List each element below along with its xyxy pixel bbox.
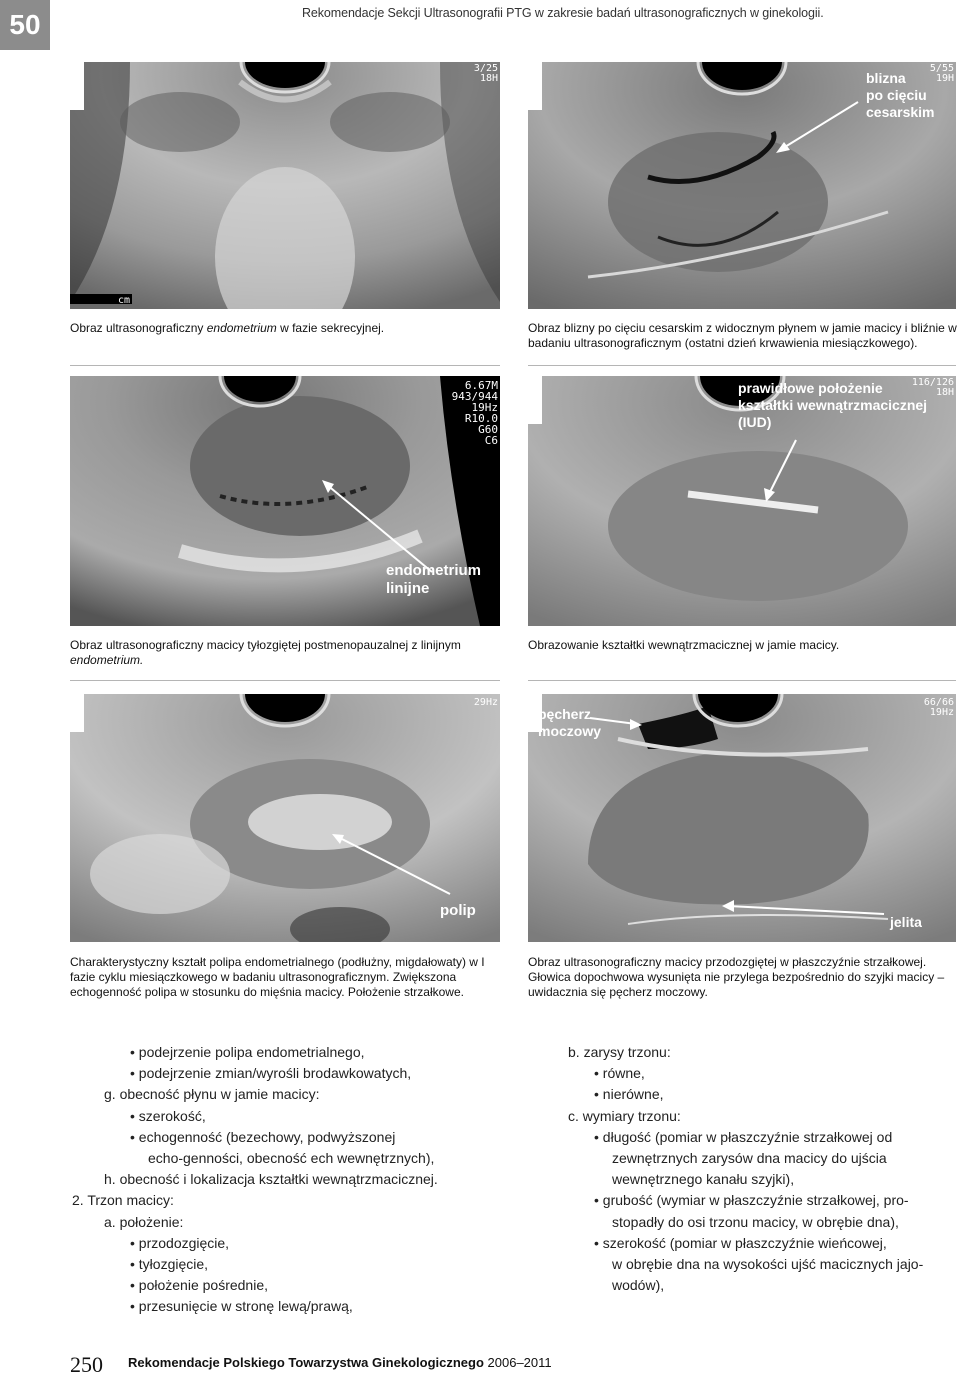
list-item: • podejrzenie polipa endometrialnego,	[104, 1042, 438, 1063]
ultrasound-image-2	[528, 62, 956, 309]
separator	[528, 680, 956, 681]
scale-label: cm	[118, 295, 131, 306]
criteria-list-right	[568, 1042, 923, 1296]
list-item: • szerokość,	[104, 1106, 438, 1127]
scanner-readout: 66/66 19Hz	[923, 697, 954, 718]
list-item: c. wymiary trzonu:	[568, 1107, 681, 1124]
scanner-readout: 3/25 18H	[473, 63, 498, 84]
label-iud: prawidłowe położenie kształtki wewnątrzmacicznej (IUD)	[738, 380, 928, 430]
list-item: w obrębie dna na wysokości ujść macicznych jajo-	[612, 1256, 924, 1273]
list-item: • położenie pośrednie,	[104, 1275, 438, 1296]
list-item: • przodozgięcie,	[104, 1233, 438, 1254]
ultrasound-image-1	[70, 62, 500, 309]
caption-1: Obraz ultrasonograficzny endometrium w fazie sekrecyjnej.	[70, 321, 385, 335]
list-item: a. położenie:	[104, 1213, 184, 1230]
list-item: zewnętrznych zarysów dna macicy do ujścia	[612, 1150, 887, 1167]
caption-2: Obraz blizny po cięciu cesarskim z widocznym płynem w jamie macicy i bliźnie w badaniu ultrasonograficznym (ostatni dzień krwawienia miesiączkowego).	[528, 321, 957, 350]
list-item: • nierówne,	[568, 1084, 923, 1105]
page-number-badge: 50	[0, 0, 50, 50]
caption-6: Obraz ultrasonograficzny macicy przodozgiętej w płaszczyźnie strzałkowej. Głowica dopochwowa wysunięta nie przylega bezpośrednio do szyjki macicy – uwidacznia się pęcherz moczowy.	[528, 955, 945, 999]
label-linear-endometrium: endometrium linijne	[386, 562, 482, 597]
criteria-list-left	[72, 1042, 438, 1318]
caption-4: Obrazowanie kształtki wewnątrzmacicznej w jamie macicy.	[528, 638, 840, 652]
list-item: • podejrzenie zmian/wyrośli brodawkowatych,	[104, 1063, 438, 1084]
label-bladder: pęcherz moczowy	[538, 706, 602, 739]
caption-5: Charakterystyczny kształt polipa endometrialnego (podłużny, migdałowaty) w I fazie cyklu miesiączkowego w badaniu ultrasonograficznym. Zwiększona echogenność polipa w stosunku do mięśnia macicy. Położenie strzałkowe.	[70, 955, 485, 999]
ultrasound-image-6	[528, 694, 956, 942]
list-item: • równe,	[568, 1063, 923, 1084]
list-item: echo-genności, obecność ech wewnętrznych),	[148, 1150, 435, 1167]
caption-3: Obraz ultrasonograficzny macicy tyłozgiętej postmenopauzalnej z linijnym endometrium.	[70, 638, 461, 667]
scanner-readout: 6.67M 943/944 19Hz R10.0 G60 C6	[451, 379, 498, 447]
label-polyp: polip	[440, 902, 476, 919]
list-item: • echogenność (bezechowy, podwyższonej	[104, 1127, 438, 1148]
footer-title: Rekomendacje Polskiego Towarzystwa Ginekologicznego 2006–2011	[128, 1355, 552, 1370]
footer-page-number: 250	[70, 1352, 103, 1377]
list-item: • szerokość (pomiar w płaszczyźnie wieńcowej,	[568, 1233, 923, 1254]
separator	[528, 365, 956, 366]
label-intestines: jelita	[890, 914, 922, 930]
ultrasound-image-4	[528, 376, 956, 626]
list-item: • przesunięcie w stronę lewą/prawą,	[104, 1296, 438, 1317]
scanner-readout: 29Hz	[473, 697, 498, 708]
ultrasound-image-3	[70, 376, 500, 626]
list-item: • grubość (wymiar w płaszczyźnie strzałkowej, pro-	[568, 1190, 923, 1211]
label-scar: blizna po cięciu cesarskim	[866, 70, 935, 120]
list-item: b. zarysy trzonu:	[568, 1044, 671, 1060]
list-item: • tyłozgięcie,	[104, 1254, 438, 1275]
ultrasound-image-5	[70, 694, 500, 942]
list-item: stopadły do osi trzonu macicy, w obrębie dna),	[612, 1213, 899, 1230]
scanner-readout: 5/55 19H	[929, 63, 954, 84]
separator	[70, 680, 500, 681]
running-header: Rekomendacje Sekcji Ultrasonografii PTG w zakresie badań ultrasonograficznych w ginekologii.	[302, 6, 824, 20]
separator	[70, 365, 500, 366]
list-item: g. obecność płynu w jamie macicy:	[104, 1086, 320, 1103]
list-item: 2. Trzon macicy:	[72, 1192, 174, 1209]
list-item: • długość (pomiar w płaszczyźnie strzałkowej od	[568, 1127, 923, 1148]
list-item: wewnętrznego kanału szyjki),	[612, 1171, 795, 1188]
list-item: wodów),	[612, 1277, 665, 1294]
list-item: h. obecność i lokalizacja kształtki wewnątrzmacicznej.	[104, 1171, 438, 1188]
scanner-readout: 116/126 18H	[911, 377, 954, 398]
